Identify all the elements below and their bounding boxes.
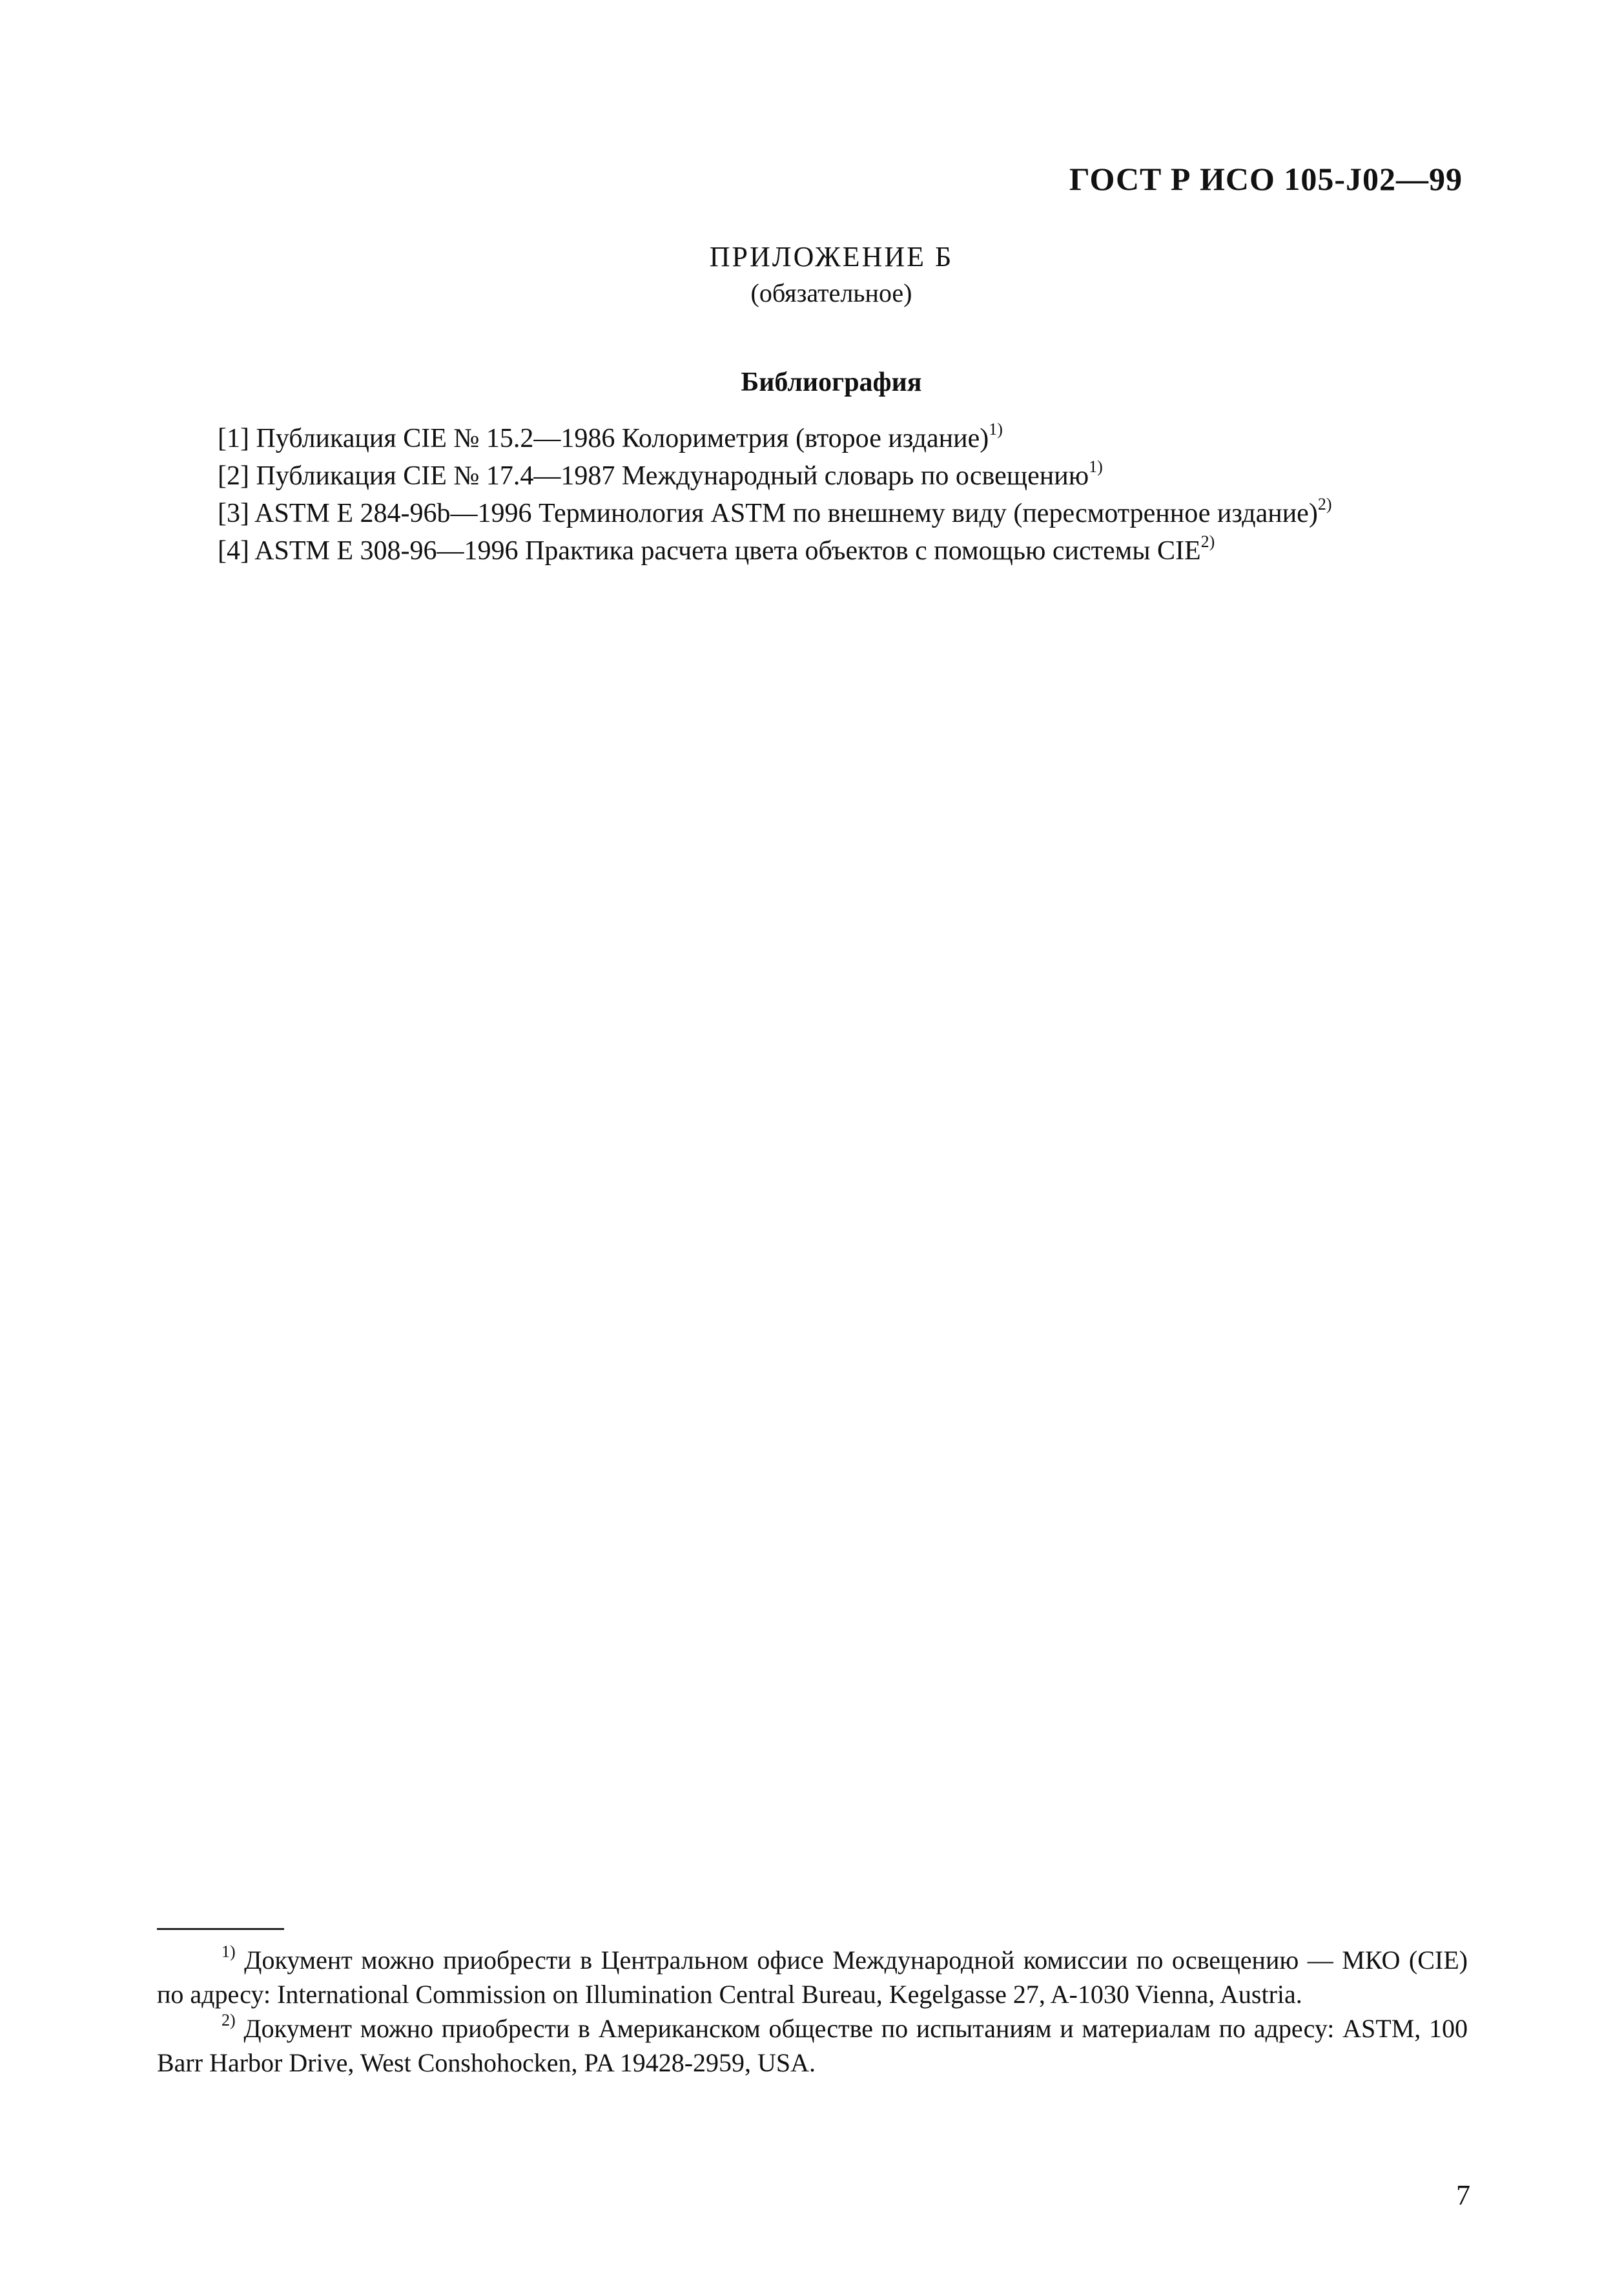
reference-text: [2] Публикация CIE № 17.4—1987 Международный словарь по освещению <box>218 461 1089 491</box>
footnote-text: Документ можно приобрести в Центральном офисе Международной комиссии по освещению — МКО (CIE) по адресу: International Commission on Illumination Central Bureau, Kegelgasse 27, A-1030 Vienna, Austria. <box>157 1945 1468 2009</box>
reference-text: [1] Публикация CIE № 15.2—1986 Колориметрия (второе издание) <box>218 424 989 453</box>
footnote-marker: 2) <box>1200 532 1215 551</box>
footnote-divider <box>157 1928 284 1930</box>
appendix-heading <box>0 239 1624 311</box>
footnote-marker: 1) <box>989 420 1003 439</box>
reference-item <box>218 457 1331 495</box>
appendix-subtitle: (обязательное) <box>750 278 912 307</box>
footnote-marker: 2) <box>1317 495 1332 513</box>
appendix-title: ПРИЛОЖЕНИЕ Б <box>709 241 954 273</box>
reference-item <box>218 420 1331 457</box>
footnotes <box>157 1943 1468 2080</box>
footnote-item <box>157 1943 1468 2011</box>
reference-item <box>218 532 1331 570</box>
footnote-item <box>157 2011 1468 2080</box>
footnote-text: Документ можно приобрести в Американском обществе по испытаниям и материалам по адресу: ASTM, 100 Barr Harbor Drive, West Conshohocken, PA 19428-2959, USA. <box>157 2014 1468 2077</box>
page-number: 7 <box>1456 2179 1470 2211</box>
reference-list <box>218 420 1331 570</box>
section-title: Библиография <box>741 368 922 397</box>
footnote-mark: 1) <box>221 1942 236 1961</box>
footnote-marker: 1) <box>1089 457 1103 476</box>
reference-text: [3] ASTM E 284-96b—1996 Терминология ASTM по внешнему виду (пересмотренное издание) <box>218 499 1318 528</box>
reference-item <box>218 495 1331 532</box>
document-code: ГОСТ Р ИСО 105-J02—99 <box>1069 161 1463 197</box>
footnote-mark: 2) <box>221 2010 236 2029</box>
reference-text: [4] ASTM E 308-96—1996 Практика расчета цвета объектов с помощью системы CIE <box>218 536 1201 566</box>
